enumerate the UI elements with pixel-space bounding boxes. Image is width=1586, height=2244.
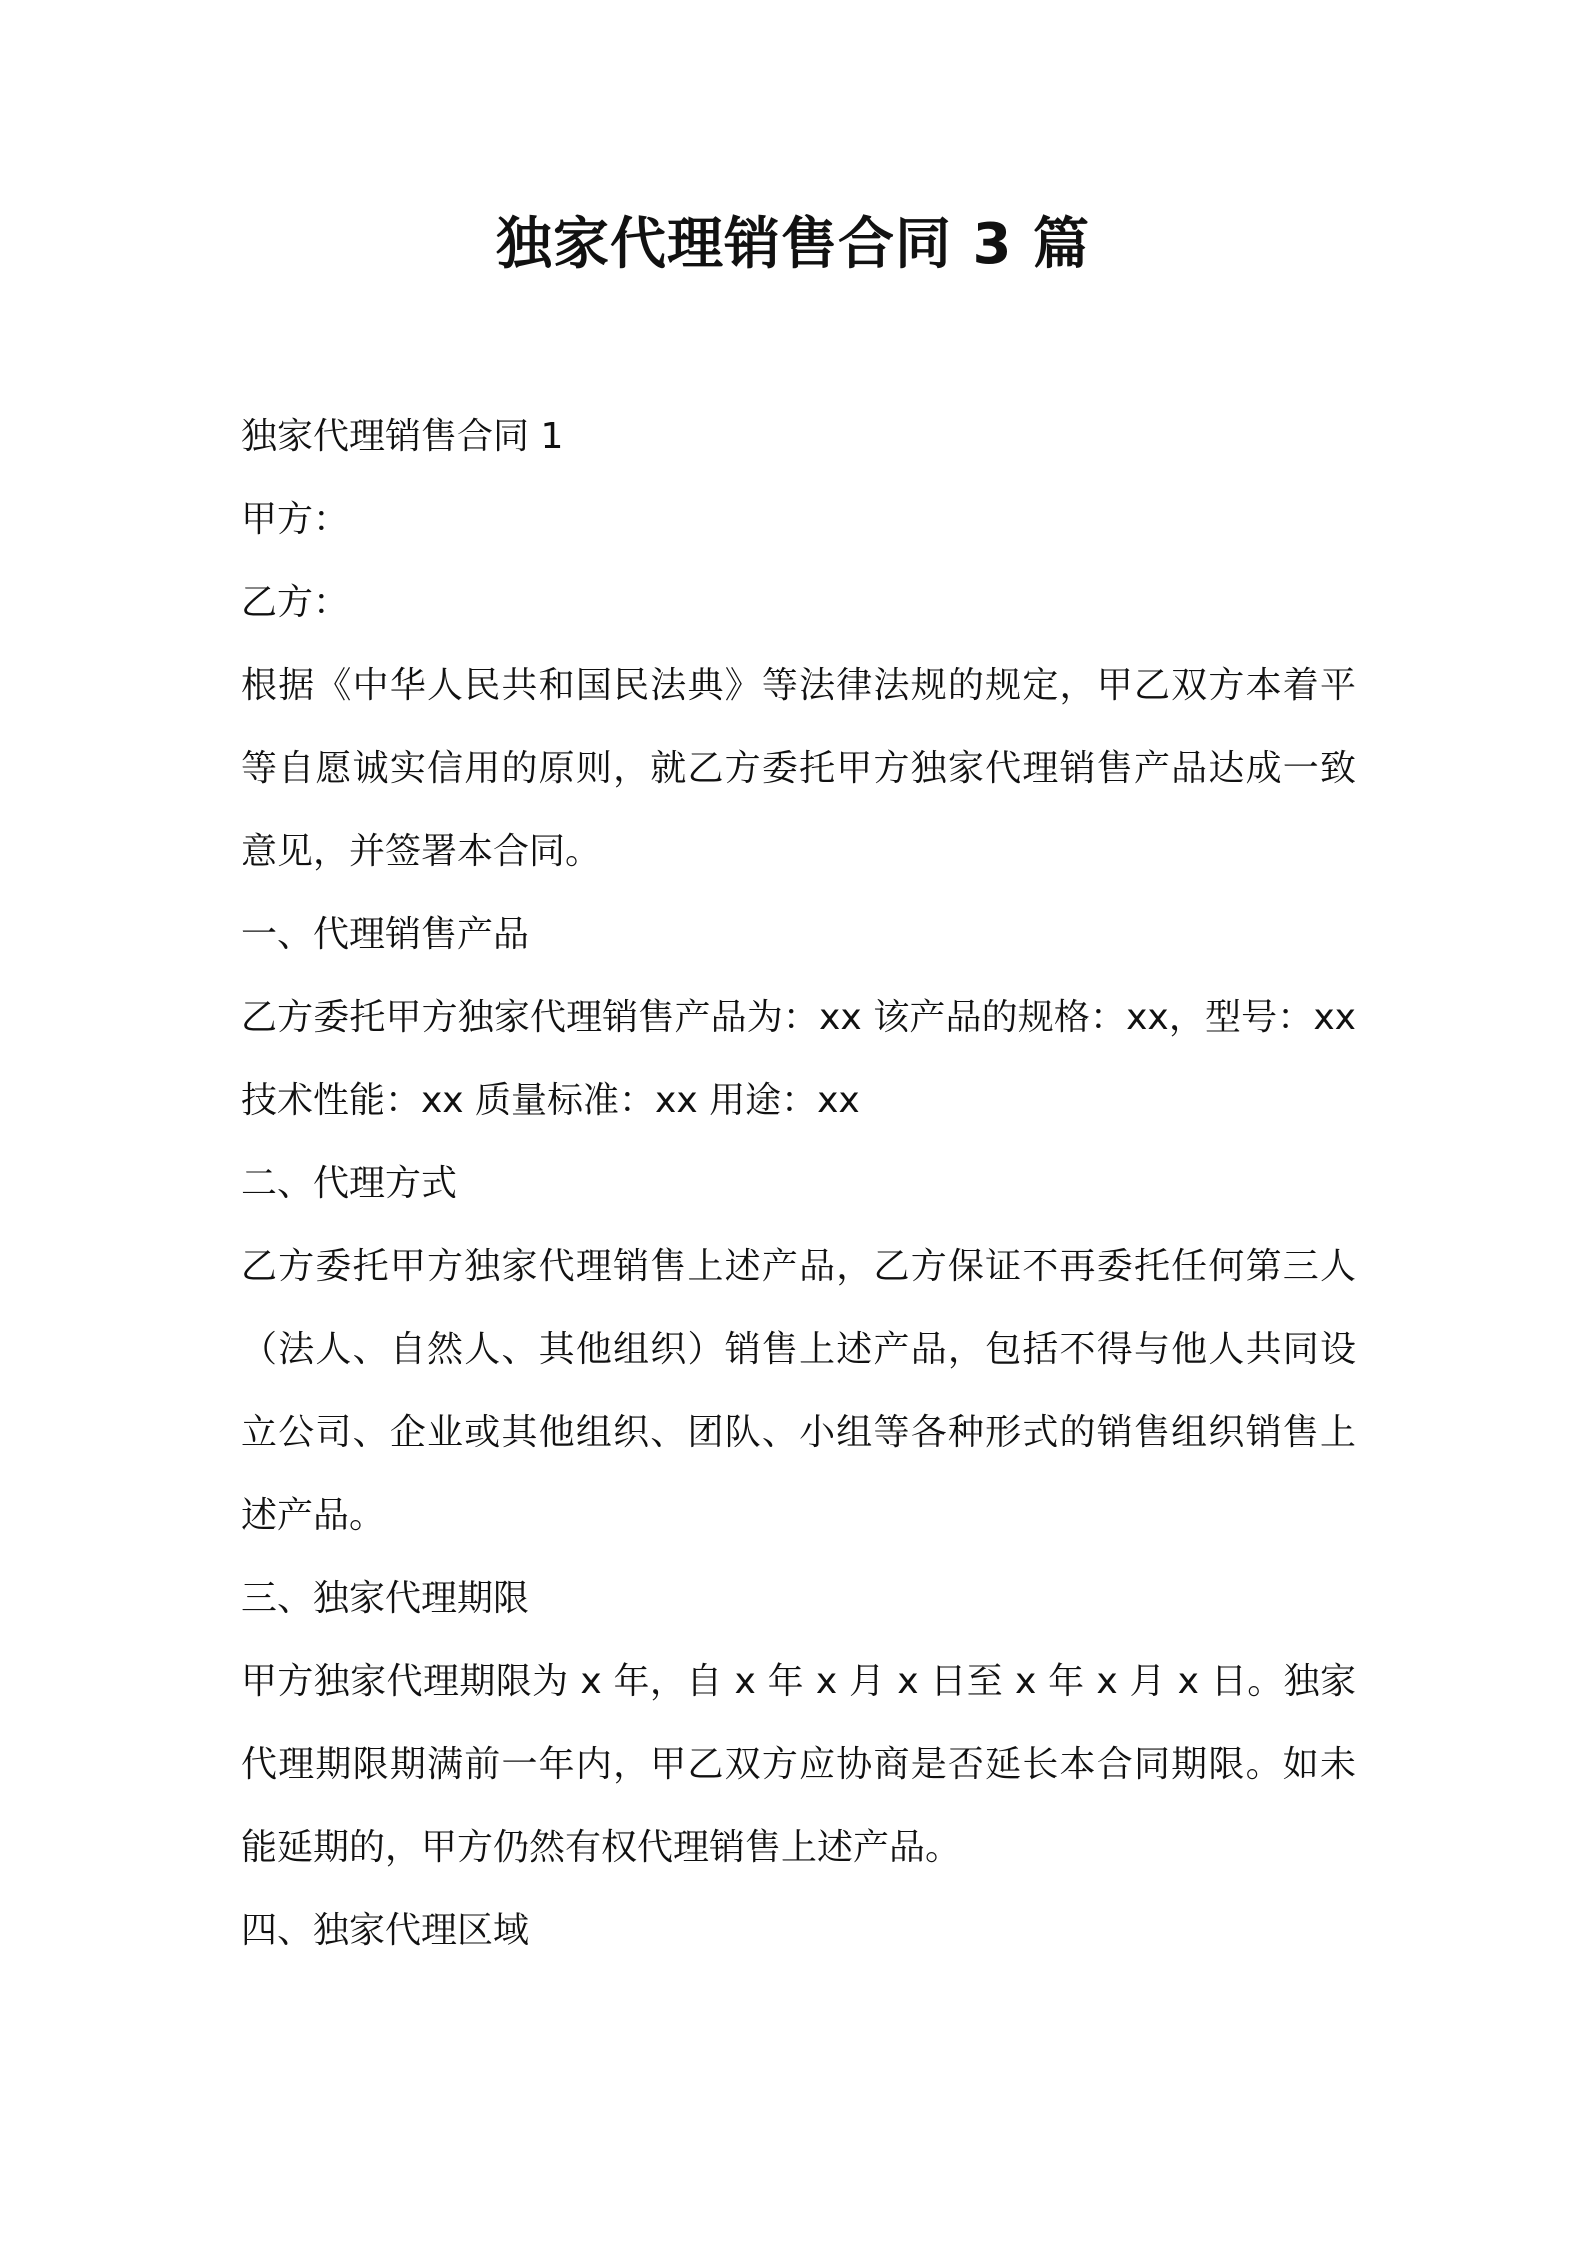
- section-heading-3: 三、独家代理期限: [241, 1578, 530, 1619]
- section-heading-1: 一、代理销售产品: [241, 914, 530, 955]
- contract-subtitle: 独家代理销售合同 1: [241, 416, 564, 457]
- party-a-label: 甲方：: [241, 499, 350, 540]
- document-title: 独家代理销售合同 3 篇: [496, 212, 1090, 277]
- section-heading-4: 四、独家代理区域: [241, 1910, 530, 1951]
- section-text-3: 甲方独家代理期限为 x 年，自 x 年 x 月 x 日至 x 年 x 月 x 日。独家代理期限期满前一年内，甲乙双方应协商是否延长本合同期限。如未能延期的，甲方仍然有权代理销售上述产品。: [241, 1661, 1356, 1868]
- intro-paragraph: 根据《中华人民共和国民法典》等法律法规的规定，甲乙双方本着平等自愿诚实信用的原则，就乙方委托甲方独家代理销售产品达成一致意见，并签署本合同。: [241, 665, 1356, 872]
- party-b-label: 乙方：: [241, 582, 350, 623]
- section-heading-2: 二、代理方式: [241, 1163, 458, 1204]
- section-text-1: 乙方委托甲方独家代理销售产品为：xx 该产品的规格：xx，型号：xx 技术性能：xx 质量标准：xx 用途：xx: [241, 997, 1356, 1121]
- section-text-2: 乙方委托甲方独家代理销售上述产品，乙方保证不再委托任何第三人（法人、自然人、其他组织）销售上述产品，包括不得与他人共同设立公司、企业或其他组织、团队、小组等各种形式的销售组织销售上述产品。: [241, 1246, 1356, 1536]
- document-body: [241, 395, 1356, 1972]
